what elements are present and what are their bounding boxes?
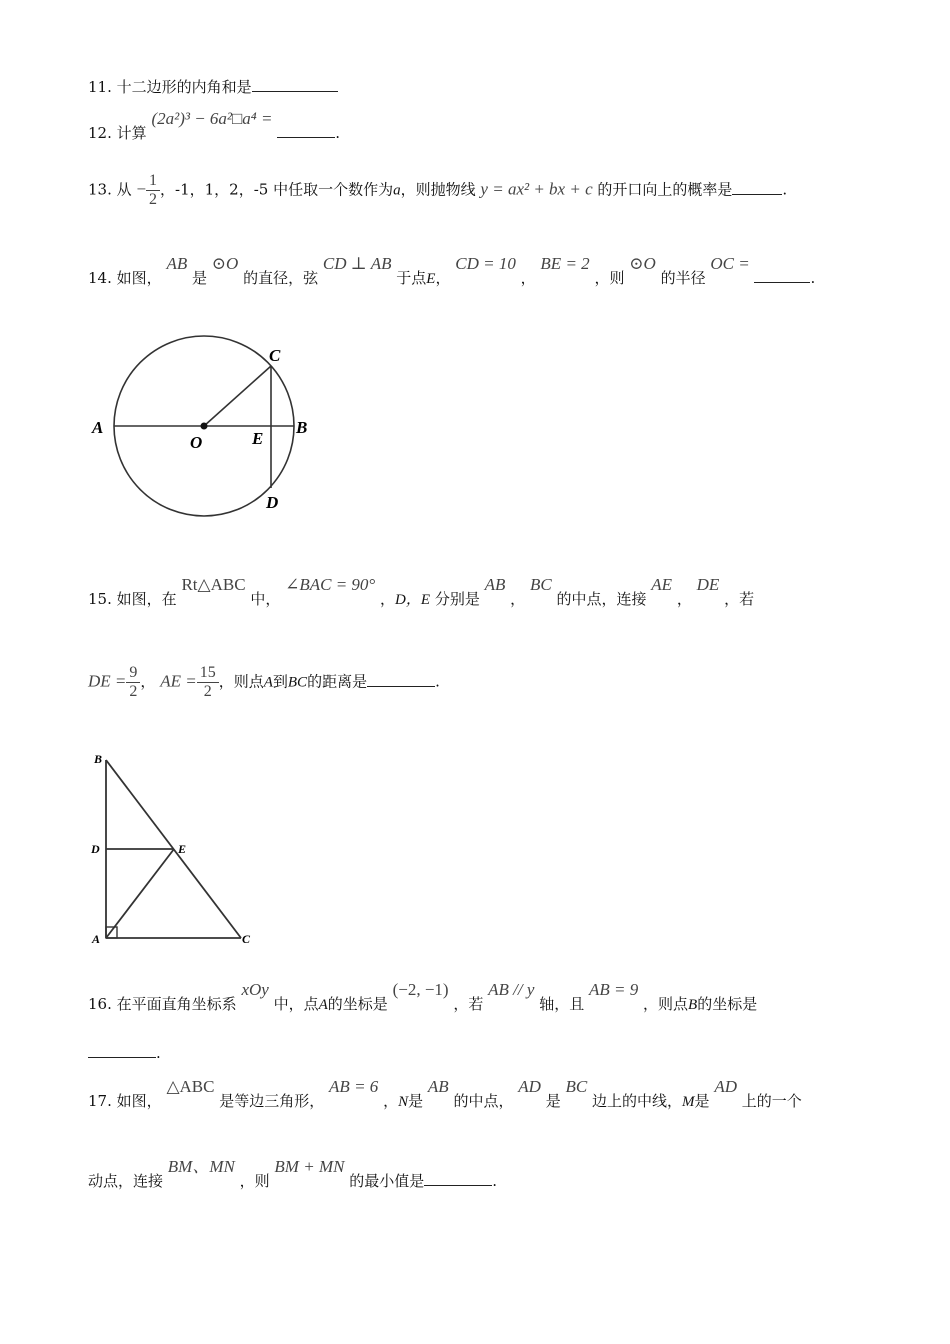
question-12: 12. 计算 (2a²)³ − 6a²□a⁴ = .: [88, 109, 340, 142]
label-o: O: [190, 433, 203, 452]
label-e: E: [178, 842, 187, 856]
fraction: $\frac{9}{2}$: [126, 664, 140, 701]
label-b: B: [296, 418, 308, 437]
answer-blank[interactable]: [277, 136, 335, 138]
answer-blank[interactable]: [424, 1184, 492, 1186]
answer-blank[interactable]: [252, 90, 338, 92]
question-14: 14. 如图， AB 是 ⊙O 的直径，弦 CD ⊥ AB 于点E， CD = 10 ， BE = 2 ，则 ⊙O 的半径 OC = .: [88, 254, 816, 287]
label-e: E: [252, 429, 264, 448]
answer-blank[interactable]: [732, 193, 782, 195]
question-15-line2: DE = $\frac{9}{2}$ ， AE = $\frac{15}{2}$ ，则点A到BC的距离是 .: [88, 664, 440, 700]
label-d: D: [91, 842, 100, 856]
question-16-line2: .: [88, 1044, 161, 1062]
math-expression: y = ax² + bx + c: [480, 179, 593, 199]
label-a: A: [92, 418, 104, 437]
label-c: C: [269, 346, 281, 365]
question-13: 13. 从 − $\frac{1}{2}$ ，-1，1，2，-5 中任取一个数作为a，则抛物线 y = ax² + bx + c 的开口向上的概率是 .: [88, 172, 788, 208]
answer-blank[interactable]: [88, 1056, 156, 1058]
label-d: D: [266, 493, 279, 512]
question-17: 17. 如图， △ABC 是等边三角形， AB = 6 ，N是 AB 的中点， AD 是 BC 边上的中线，M是 AD 上的一个: [88, 1077, 802, 1110]
question-15: 15. 如图，在 Rt△ABC 中， ∠BAC = 90° ，D，E 分别是 AB ， BC 的中点，连接 AE ， DE ，若: [88, 575, 755, 608]
math-expression: (2a²)³ − 6a²□a⁴ =: [151, 109, 273, 128]
question-16: 16. 在平面直角坐标系 xOy 中，点A的坐标是 (−2, −1) ，若 AB // y 轴，且 AB = 9 ，则点B的坐标是: [88, 980, 758, 1013]
question-17-line2: 动点，连接 BM、MN ，则 BM + MN 的最小值是 .: [88, 1157, 498, 1190]
fraction: $\frac{15}{2}$: [197, 664, 219, 701]
fraction: $\frac{1}{2}$: [146, 172, 160, 209]
radius-oc: [204, 366, 271, 426]
label-b: B: [94, 752, 103, 766]
segment-ae: [106, 849, 174, 938]
center-point: [201, 423, 208, 430]
label-c: C: [242, 932, 251, 946]
answer-blank[interactable]: [754, 281, 810, 283]
figure-circle: [80, 330, 330, 530]
figure-triangle: [86, 748, 261, 948]
question-11: 11. 十二边形的内角和是: [88, 76, 338, 97]
label-a: A: [92, 932, 101, 946]
answer-blank[interactable]: [367, 685, 435, 687]
